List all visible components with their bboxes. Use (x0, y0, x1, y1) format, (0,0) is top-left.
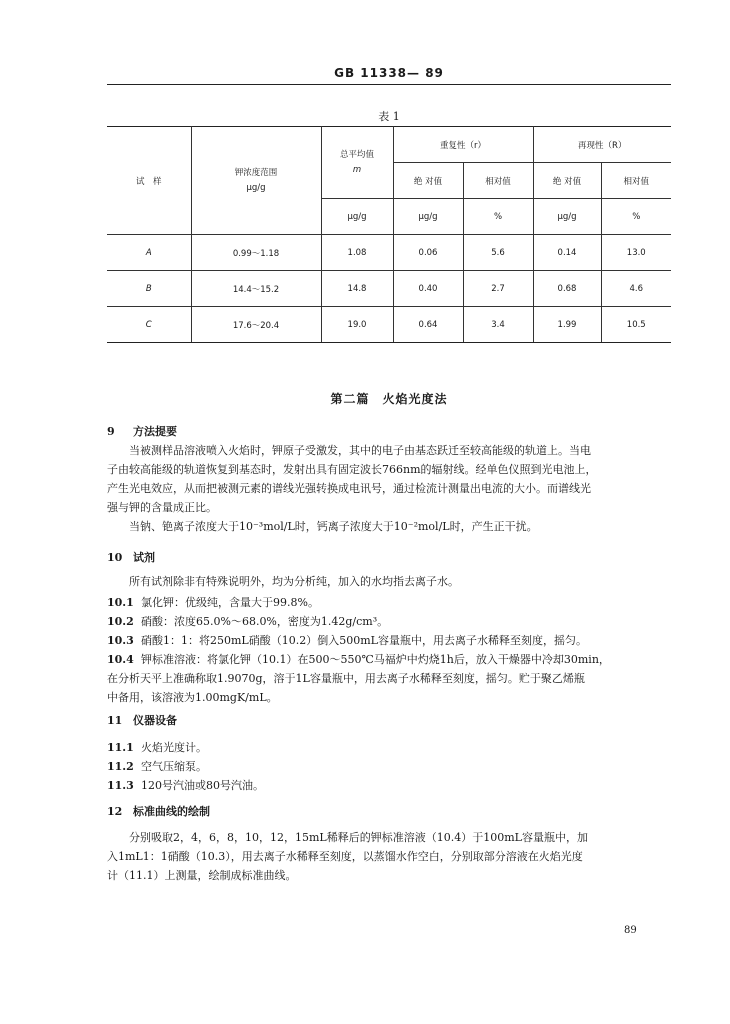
cell-sample: A (107, 235, 191, 271)
item-text: 硝酸1：1：将250mL硝酸（10.2）倒入500mL容量瓶中，用去离子水稀释至刻度，摇匀。 (141, 634, 587, 647)
item-number: 10.1 (107, 596, 134, 609)
table-row (107, 235, 671, 271)
section-12-body (107, 828, 673, 885)
cell-R-rel: 4.6 (601, 271, 671, 307)
cell-mean: 1.08 (321, 235, 393, 271)
header-repeat-abs: 绝 对值 (393, 163, 463, 199)
section-9-body (107, 441, 673, 536)
cell-range: 17.6～20.4 (191, 307, 321, 343)
cell-R-abs: 0.68 (533, 271, 601, 307)
cell-R-abs: 0.14 (533, 235, 601, 271)
item-text: 空气压缩泵。 (141, 760, 207, 773)
item-text: 硝酸：浓度65.0%～68.0%，密度为1.42g/cm³。 (141, 615, 389, 628)
cell-sample: C (107, 307, 191, 343)
item-text: 氯化钾：优级纯，含量大于99.8%。 (141, 596, 319, 609)
section-10-heading (107, 549, 155, 565)
text-line: 中备用，该溶液为1.00mgK/mL。 (107, 691, 278, 704)
list-item (107, 738, 673, 757)
table-row (107, 271, 671, 307)
unit-reproduce-rel: % (601, 199, 671, 235)
header-rule (107, 84, 671, 85)
section-title: 标准曲线的绘制 (133, 805, 210, 818)
cell-r-abs: 0.64 (393, 307, 463, 343)
text-line: 所有试剂除非有特殊说明外，均为分析纯，加入的水均指去离子水。 (129, 575, 459, 588)
list-item (107, 650, 673, 669)
cell-range: 0.99～1.18 (191, 235, 321, 271)
text-line: 计（11.1）上测量，绘制成标准曲线。 (107, 869, 297, 882)
section-number: 10 (107, 551, 123, 564)
cell-r-rel: 2.7 (463, 271, 533, 307)
cell-mean: 14.8 (321, 271, 393, 307)
text-line: 在分析天平上准确称取1.9070g，溶于1L容量瓶中，用去离子水稀释至刻度，摇匀。贮于聚乙烯瓶 (107, 672, 585, 685)
section-number: 11 (107, 714, 123, 727)
table-row (107, 307, 671, 343)
header-reproduce-rel: 相对值 (601, 163, 671, 199)
text-line: 当被测样品溶液喷入火焰时，钾原子受激发，其中的电子由基态跃迁至较高能级的轨道上。当电 (129, 444, 591, 457)
section-title: 试剂 (133, 551, 155, 564)
section-number: 9 (107, 425, 115, 438)
section-title: 方法提要 (133, 425, 177, 438)
cell-R-abs: 1.99 (533, 307, 601, 343)
section-12-heading (107, 803, 210, 819)
cell-range: 14.4～15.2 (191, 271, 321, 307)
text-line: 子由较高能级的轨道恢复到基态时，发射出具有固定波长766nm的辐射线。经单色仪照到光电池上， (107, 463, 597, 476)
item-number: 10.2 (107, 615, 134, 628)
list-item (107, 776, 673, 795)
item-number: 11.1 (107, 741, 134, 754)
cell-r-rel: 5.6 (463, 235, 533, 271)
text-line: 分别吸取2，4，6，8，10，12，15mL稀释后的钾标准溶液（10.4）于100mL容量瓶中，加 (129, 831, 588, 844)
header-reproduce-abs: 绝 对值 (533, 163, 601, 199)
unit-mean: μg/g (321, 199, 393, 235)
list-item (107, 612, 673, 631)
part-title: 第二篇 火焰光度法 (330, 392, 448, 406)
text-line: 入1mL1：1硝酸（10.3），用去离子水稀释至刻度，以蒸馏水作空白，分别取部分溶液在火焰光度 (107, 850, 583, 863)
item-text: 火焰光度计。 (141, 741, 207, 754)
text-line: 强与钾的含量成正比。 (107, 501, 217, 514)
item-text: 钾标准溶液：将氯化钾（10.1）在500～550℃马福炉中灼烧1h后，放入干燥器中冷却30min， (141, 653, 610, 666)
page-number: 89 (624, 925, 637, 936)
item-text: 120号汽油或80号汽油。 (141, 779, 264, 792)
section-title: 仪器设备 (133, 714, 177, 727)
table-caption: 表 1 (378, 110, 400, 123)
standard-code-header: GB 11338— 89 (334, 66, 444, 80)
section-10-intro (107, 572, 673, 591)
header-mean-label: 总平均值 (339, 149, 374, 160)
item-number: 11.3 (107, 779, 134, 792)
precision-table (107, 126, 671, 343)
equipment-list (107, 738, 673, 795)
cell-r-abs: 0.40 (393, 271, 463, 307)
unit-reproduce-abs: μg/g (533, 199, 601, 235)
list-item (107, 593, 673, 612)
header-range-label: 钾浓度范围 (234, 167, 278, 178)
cell-r-abs: 0.06 (393, 235, 463, 271)
cell-R-rel: 13.0 (601, 235, 671, 271)
item-number: 10.3 (107, 634, 134, 647)
cell-R-rel: 10.5 (601, 307, 671, 343)
text-line: 产生光电效应，从而把被测元素的谱线光强转换成电讯号，通过检流计测量出电流的大小。而谱线光 (107, 482, 591, 495)
header-repeatability: 重复性（r） (393, 127, 533, 163)
header-mean (321, 127, 393, 199)
reagent-list (107, 593, 673, 707)
item-number: 11.2 (107, 760, 134, 773)
header-sample: 试 样 (107, 127, 191, 235)
list-item (107, 757, 673, 776)
text-line: 当钠、铯离子浓度大于10⁻³mol/L时，钙离子浓度大于10⁻²mol/L时，产生正干扰。 (129, 520, 538, 533)
section-number: 12 (107, 805, 123, 818)
cell-mean: 19.0 (321, 307, 393, 343)
section-9-heading (107, 423, 177, 439)
unit-repeat-abs: μg/g (393, 199, 463, 235)
section-11-heading (107, 712, 177, 728)
header-mean-symbol: m (352, 164, 362, 175)
cell-sample: B (107, 271, 191, 307)
cell-r-rel: 3.4 (463, 307, 533, 343)
item-number: 10.4 (107, 653, 134, 666)
header-repeat-rel: 相对值 (463, 163, 533, 199)
unit-repeat-rel: % (463, 199, 533, 235)
list-item (107, 631, 673, 650)
header-range-unit: μg/g (246, 182, 266, 193)
header-range (191, 127, 321, 235)
header-reproducibility: 再现性（R） (533, 127, 671, 163)
